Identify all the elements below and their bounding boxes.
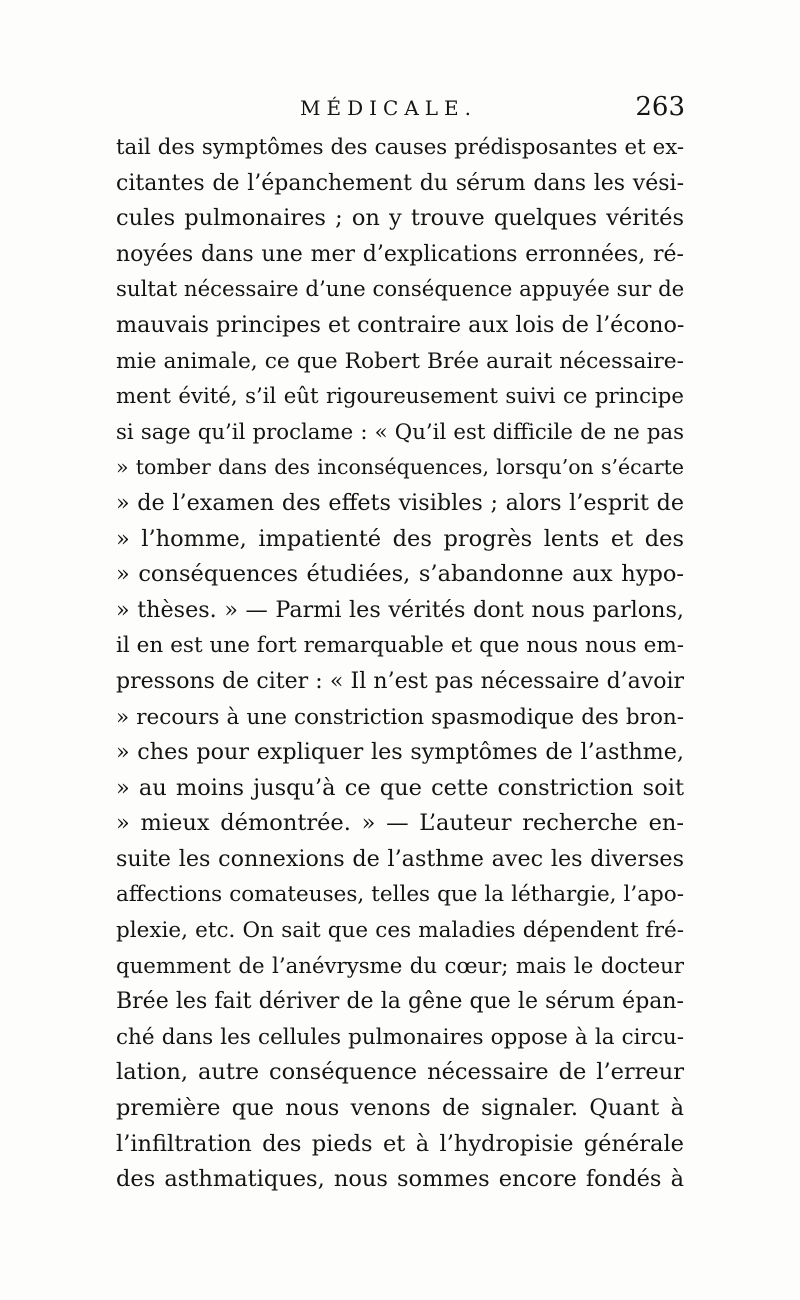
body-text [116, 130, 684, 1198]
text-line: si sage qu’il proclame : « Qu’il est difficile de ne pas [116, 419, 684, 445]
text-line: » mieux démontrée. » — L’auteur recherche en- [116, 810, 684, 837]
text-line: quemment de l’anévrysme du cœur; mais le docteur [116, 953, 684, 979]
text-line: suite les connexions de l’asthme avec les diverses [116, 845, 684, 872]
text-line: » de l’examen des effets visibles ; alors l’esprit de [116, 489, 684, 516]
text-line: » au moins jusqu’à ce que cette constriction soit [116, 774, 684, 801]
text-line: ment évité, s’il eût rigoureusement suivi ce principe [116, 384, 684, 410]
text-line: Brée les fait dériver de la gêne que le sérum épan- [116, 989, 684, 1015]
text-line: tail des symptômes des causes prédisposantes et ex- [116, 135, 684, 160]
text-line: mie animale, ce que Robert Brée aurait nécessaire- [116, 348, 684, 374]
text-line: il en est une fort remarquable et que nous nous em- [116, 633, 684, 659]
text-line: des asthmatiques, nous sommes encore fondés à [116, 1166, 684, 1193]
text-line: cules pulmonaires ; on y trouve quelques vérités [116, 205, 684, 232]
text-line: première que nous venons de signaler. Quant à [116, 1095, 684, 1122]
text-line: l’infiltration des pieds et à l’hydropisie générale [116, 1130, 684, 1157]
text-line: pressons de citer : « Il n’est pas nécessaire d’avoir [116, 668, 684, 694]
text-line: mauvais principes et contraire aux lois de l’écono- [116, 311, 684, 338]
text-line: » conséquences étudiées, s’abandonne aux hypo- [116, 561, 684, 588]
text-line: » ches pour expliquer les symptômes de l’asthme, [116, 739, 684, 766]
text-line: citantes de l’épanchement du sérum dans les vési- [116, 170, 684, 196]
text-line: affections comateuses, telles que la léthargie, l’apo- [116, 882, 684, 908]
text-line: » tomber dans des inconséquences, lorsqu’on s’écarte [116, 455, 684, 480]
text-line: noyées dans une mer d’explications erronnées, ré- [116, 241, 684, 267]
text-line: » l’homme, impatienté des progrès lents et des [116, 525, 684, 552]
text-line: lation, autre conséquence nécessaire de l’erreur [116, 1059, 684, 1086]
page-number: 263 [635, 92, 685, 122]
text-line: plexie, etc. On sait que ces maladies dépendent fré- [116, 918, 684, 944]
text-line: » recours à une constriction spasmodique des bron- [116, 704, 684, 730]
running-head-title: MÉDICALE. [300, 96, 477, 120]
text-line: sultat nécessaire d’une conséquence appuyée sur de [116, 277, 684, 303]
text-line: ché dans les cellules pulmonaires oppose à la circu- [116, 1024, 684, 1050]
text-line: » thèses. » — Parmi les vérités dont nous parlons, [116, 596, 684, 623]
